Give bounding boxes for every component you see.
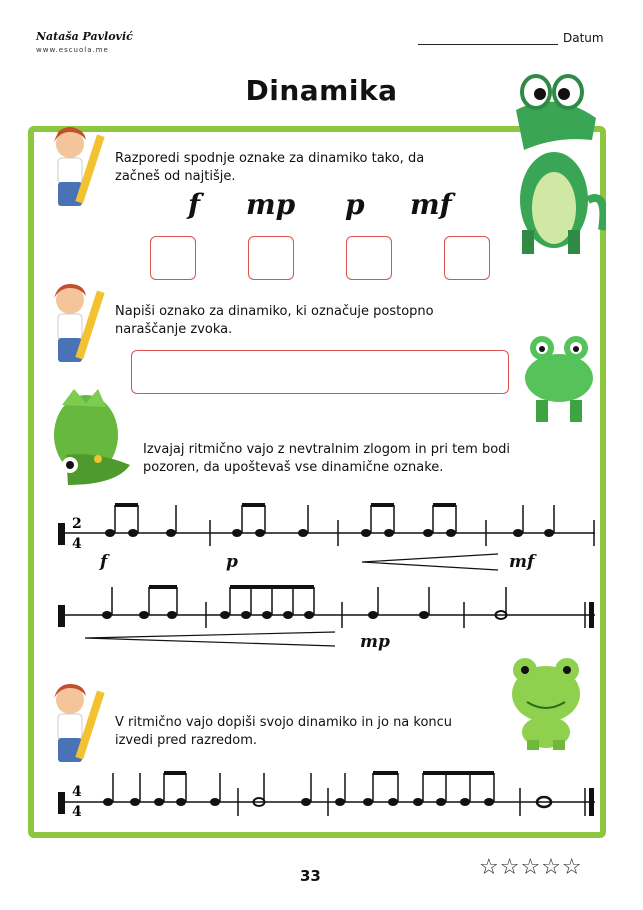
page-number: 33 [300, 867, 321, 885]
time-sig-bottom: 4 [72, 536, 82, 552]
task3-line1: Izvajaj ritmično vajo z nevtralnim zlogom in pri tem bodi [143, 442, 511, 457]
rhythm1-mark-f: f [100, 552, 108, 572]
task1-line2: začneš od najtišje. [115, 169, 236, 184]
dynamic-option-p: p [345, 188, 365, 221]
task3-line2: pozoren, da upoštevaš vse dinamične oznake. [143, 460, 444, 475]
time-sig-bottom: 4 [72, 804, 82, 820]
answer-field-crescendo[interactable] [131, 350, 509, 394]
task2-line1: Napiši oznako za dinamiko, ki označuje postopno [115, 304, 434, 319]
boy-with-pencil-icon [46, 124, 108, 216]
task4-line1: V ritmično vajo dopiši svojo dinamiko in jo na koncu [115, 715, 453, 730]
rating-stars[interactable]: ☆☆☆☆☆ [479, 855, 583, 880]
boy-with-pencil-icon [46, 680, 108, 772]
page-title: Dinamika [245, 74, 398, 107]
crocodile-icon [496, 70, 606, 260]
answer-box-4[interactable] [444, 236, 490, 280]
answer-box-3[interactable] [346, 236, 392, 280]
site-url: www.escuola.me [36, 46, 109, 54]
rhythm1-mark-mp: mp [360, 632, 390, 652]
date-label: Datum [563, 31, 604, 45]
author-name: Nataša Pavlović [36, 30, 133, 43]
date-line[interactable] [418, 44, 558, 45]
answer-box-2[interactable] [248, 236, 294, 280]
rhythm2-line [50, 760, 600, 824]
dynamic-option-mf: mf [410, 188, 452, 221]
answer-box-1[interactable] [150, 236, 196, 280]
rhythm1-line2 [50, 580, 600, 654]
task2-line2: naraščanje zvoka. [115, 322, 233, 337]
time-sig-top: 2 [72, 516, 82, 532]
boy-with-pencil-icon [46, 280, 108, 372]
dynamic-option-mp: mp [246, 188, 296, 221]
task4-line2: izvedi pred razredom. [115, 733, 258, 748]
frog-icon [505, 652, 587, 752]
crocodile-icon [46, 385, 136, 495]
rhythm1-mark-p: p [226, 552, 238, 572]
dynamic-option-f: f [188, 188, 201, 221]
frog-icon [520, 330, 598, 424]
task1-line1: Razporedi spodnje oznake za dinamiko tako, da [115, 151, 425, 166]
time-sig-top: 4 [72, 784, 82, 800]
rhythm1-mark-mf: mf [509, 552, 535, 572]
